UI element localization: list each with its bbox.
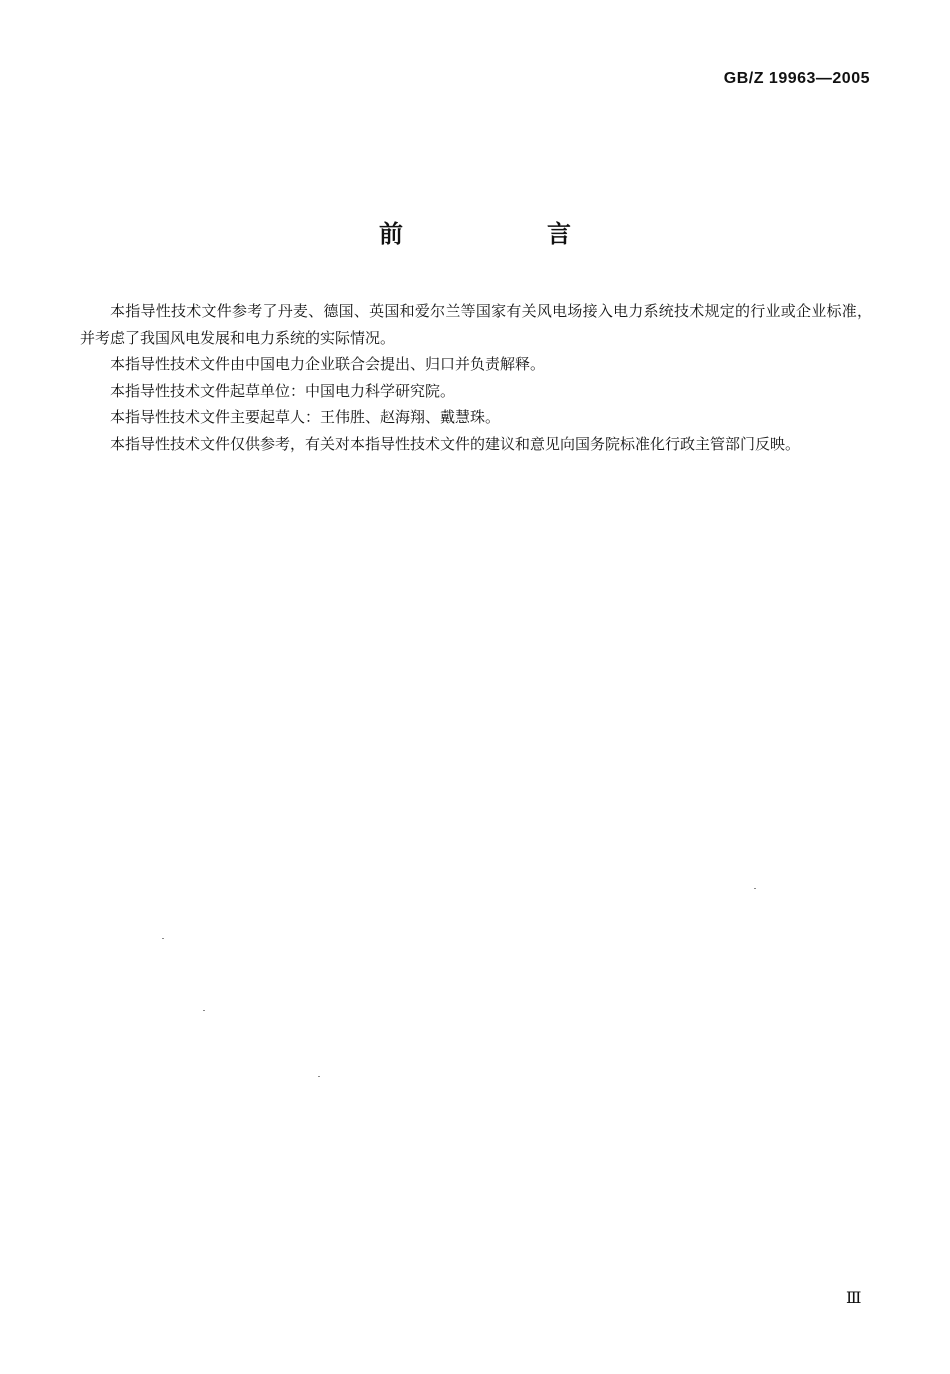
paragraph-references: 本指导性技术文件参考了丹麦、德国、英国和爱尔兰等国家有关风电场接入电力系统技术规定的行业或企业标准，并考虑了我国风电发展和电力系统的实际情况。 (80, 302, 872, 347)
scan-speck (203, 1010, 205, 1011)
paragraph-feedback: 本指导性技术文件仅供参考，有关对本指导性技术文件的建议和意见向国务院标准化行政主管部门反映。 (110, 434, 801, 453)
paragraph-drafting-unit: 本指导性技术文件起草单位：中国电力科学研究院。 (110, 381, 456, 400)
page-number: Ⅲ (846, 1288, 862, 1307)
page-title: 前 言 (379, 220, 631, 248)
scan-speck (318, 1076, 320, 1077)
standard-number: GB/Z 19963—2005 (723, 70, 870, 87)
scan-speck (754, 888, 756, 889)
paragraph-drafters: 本指导性技术文件主要起草人：王伟胜、赵海翔、戴慧珠。 (110, 408, 501, 426)
scan-speck (162, 938, 164, 939)
paragraph-proposer: 本指导性技术文件由中国电力企业联合会提出、归口并负责解释。 (110, 355, 546, 373)
preface-body (80, 298, 872, 457)
